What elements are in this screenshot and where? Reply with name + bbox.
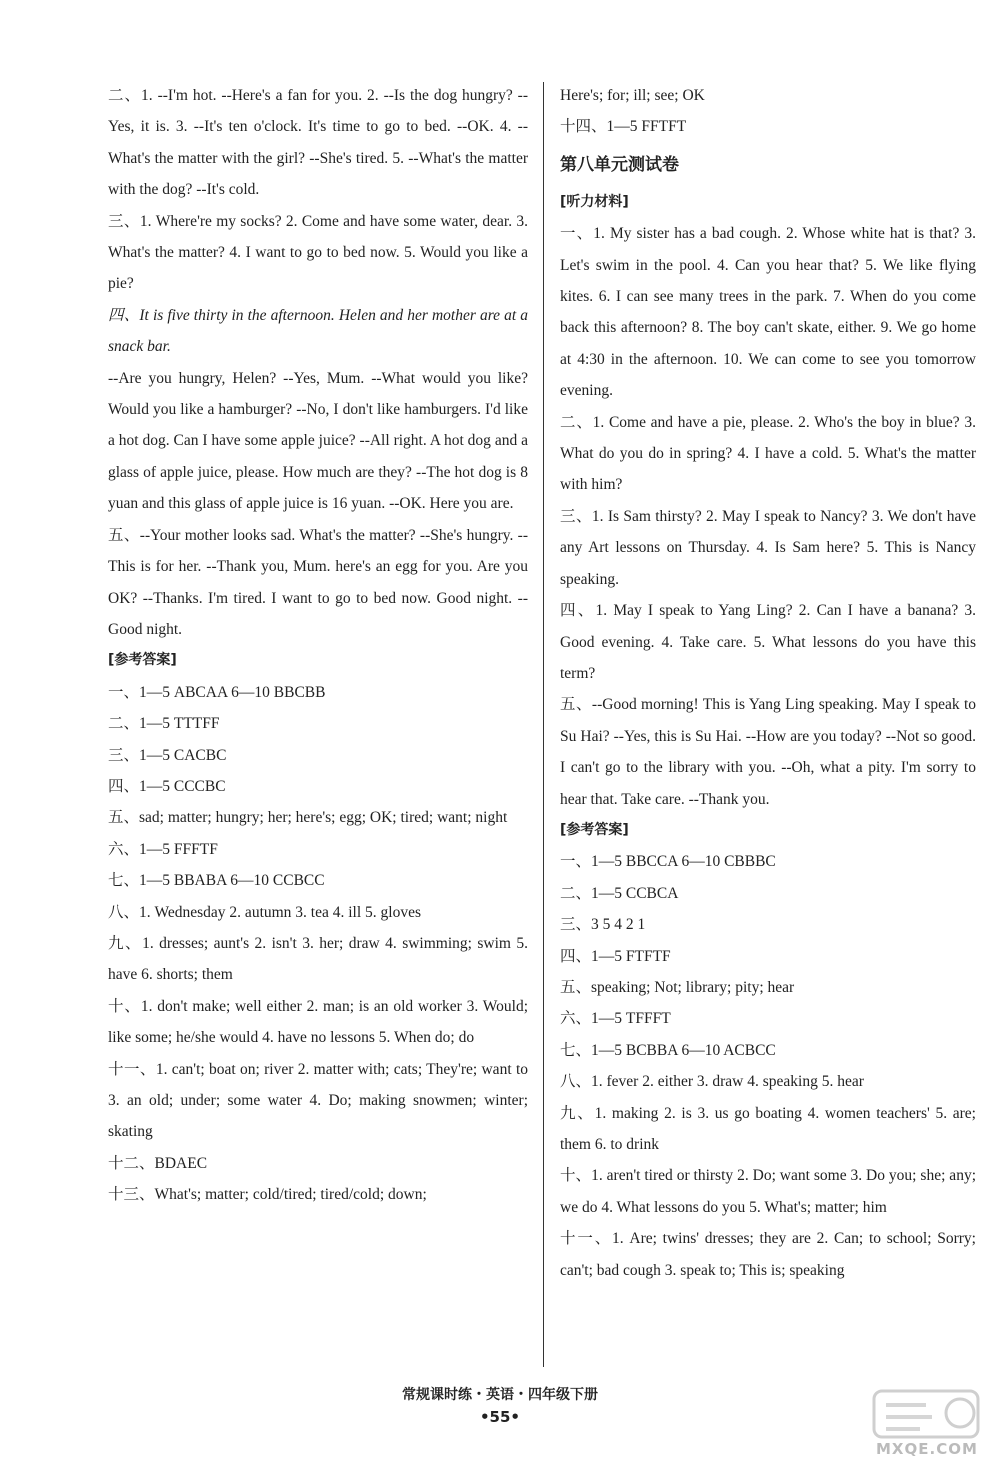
left-answer-12: 十二、BDAEC: [108, 1154, 208, 1172]
left-answer-11: 十一、1. can't; boat on; river 2. matter with; cats; They're; want to 3. an old; under; some water 4. Do; making snowmen; winter; skating: [108, 1060, 528, 1141]
left-para-2: 三、1. Where're my socks? 2. Come and have some water, dear. 3. What's the matter? 4. I want to go to bed now. 5. Would you like a pie?: [108, 212, 528, 293]
unit-test-heading: 第八单元测试卷: [560, 154, 679, 175]
right-para-4: 四、1. May I speak to Yang Ling? 2. Can I have a banana? 3. Good evening. 4. Take care. 5. What lessons do you have this term?: [560, 602, 976, 682]
left-answer-4: 四、1—5 CCCBC: [108, 777, 226, 795]
right-answer-9: 九、1. making 2. is 3. us go boating 4. women teachers' 5. are; them 6. to drink: [560, 1104, 976, 1153]
left-para-3: 四、It is five thirty in the afternoon. Helen and her mother are at a snack bar.: [108, 306, 528, 356]
right-answer-7: 七、1—5 BCBBA 6—10 ACBCC: [560, 1041, 776, 1059]
right-answer-4: 四、1—5 FTFTF: [560, 947, 671, 965]
left-answers-heading: [参考答案]: [108, 652, 177, 669]
right-answer-2: 二、1—5 CCBCA: [560, 884, 679, 902]
left-para-4: --Are you hungry, Helen? --Yes, Mum. --What would you like? Would you like a hamburger? --No, I don't like hamburgers. I'd like a hot dog. Can I have some apple juice? --All right. A hot dog and a glass of apple juice, please. How much are they? --The hot dog is 8 yuan and this glass of apple juice is 16 yuan. --OK. Here you are.: [108, 369, 528, 513]
right-answer-6: 六、1—5 TFFFT: [560, 1010, 671, 1028]
right-para-3: 三、1. Is Sam thirsty? 2. May I speak to Nancy? 3. We don't have any Art lessons on Thursday. 4. Is Sam here? 5. This is Nancy speaking.: [560, 507, 976, 588]
left-answer-5: 五、sad; matter; hungry; her; here's; egg; OK; tired; want; night: [108, 809, 508, 827]
left-para-1: 二、1. --I'm hot. --Here's a fan for you. 2. --Is the dog hungry? --Yes, it is. 3. --It's ten o'clock. It's time to go to bed. --OK. 4. --What's the matter with the girl? --She's tired. 5. --What's the matter with the dog? --It's cold.: [108, 87, 528, 199]
right-top-2: 十四、1—5 FFTFT: [560, 118, 687, 136]
right-para-5: 五、--Good morning! This is Yang Ling speaking. May I speak to Su Hai? --Yes, this is Su Hai. --How are you today? --Not so good. I can't go to the library with you. --Oh, what a pity. I'm sorry to hear that. Take care. --Thank you.: [560, 696, 976, 808]
left-answer-7: 七、1—5 BBABA 6—10 CCBCC: [108, 872, 325, 890]
right-column: [560, 80, 976, 1286]
left-answer-3: 三、1—5 CACBC: [108, 746, 227, 764]
left-answer-13: 十三、What's; matter; cold/tired; tired/cold; down;: [108, 1186, 427, 1204]
watermark-text: MXQE.COM: [876, 1440, 978, 1458]
right-para-2: 二、1. Come and have a pie, please. 2. Who's the boy in blue? 3. What do you do in spring? 4. I have a cold. 5. What's the matter with him?: [560, 413, 976, 494]
left-answer-2: 二、1—5 TTTFF: [108, 715, 220, 733]
right-answer-10: 十、1. aren't tired or thirsty 2. Do; want some 3. Do you; she; any; we do 4. What lessons do you 5. What's; matter; him: [560, 1167, 976, 1216]
left-para-5: 五、--Your mother looks sad. What's the matter? --She's hungry. --This is for her. --Thank you, Mum. here's an egg for you. Are you OK? --Thanks. I'm tired. I want to go to bed now. Good night. --Good night.: [108, 526, 528, 638]
right-answer-1: 一、1—5 BBCCA 6—10 CBBBC: [560, 853, 776, 871]
left-answer-9: 九、1. dresses; aunt's 2. isn't 3. her; draw 4. swimming; swim 5. have 6. shorts; them: [108, 934, 528, 984]
page-footer: 常规课时练・英语・四年级下册: [402, 1387, 598, 1403]
page-number: •55•: [479, 1408, 521, 1426]
right-answer-11: 十一、1. Are; twins' dresses; they are 2. Can; to school; Sorry; can't; bad cough 3. speak to; This is; speaking: [560, 1230, 976, 1279]
right-para-1: 一、1. My sister has a bad cough. 2. Whose white hat is that? 3. Let's swim in the pool. 4. Can you hear that? 5. We like flying kites. 6. I can see many trees in the park. 7. When do you come back this afternoon? 8. The boy can't skate, either. 9. We go home at 4:30 in the afternoon. 10. We can come to see you tomorrow evening.: [560, 225, 976, 400]
column-divider: [543, 82, 544, 1367]
right-answer-5: 五、speaking; Not; library; pity; hear: [560, 978, 795, 996]
left-column: [108, 80, 528, 1211]
left-answer-6: 六、1—5 FFFTF: [108, 840, 218, 858]
left-answer-8: 八、1. Wednesday 2. autumn 3. tea 4. ill 5. gloves: [108, 903, 422, 921]
right-answer-8: 八、1. fever 2. either 3. draw 4. speaking 5. hear: [560, 1073, 864, 1091]
right-top-1: Here's; for; ill; see; OK: [560, 87, 705, 104]
left-answer-10: 十、1. don't make; well either 2. man; is an old worker 3. Would; like some; he/she would 4. have no lessons 5. When do; do: [108, 997, 528, 1047]
right-answers-heading: [参考答案]: [560, 821, 629, 838]
left-answer-1: 一、1—5 ABCAA 6—10 BBCBB: [108, 683, 326, 701]
listening-heading: [听力材料]: [560, 193, 629, 210]
right-answer-3: 三、3 5 4 2 1: [560, 916, 646, 934]
